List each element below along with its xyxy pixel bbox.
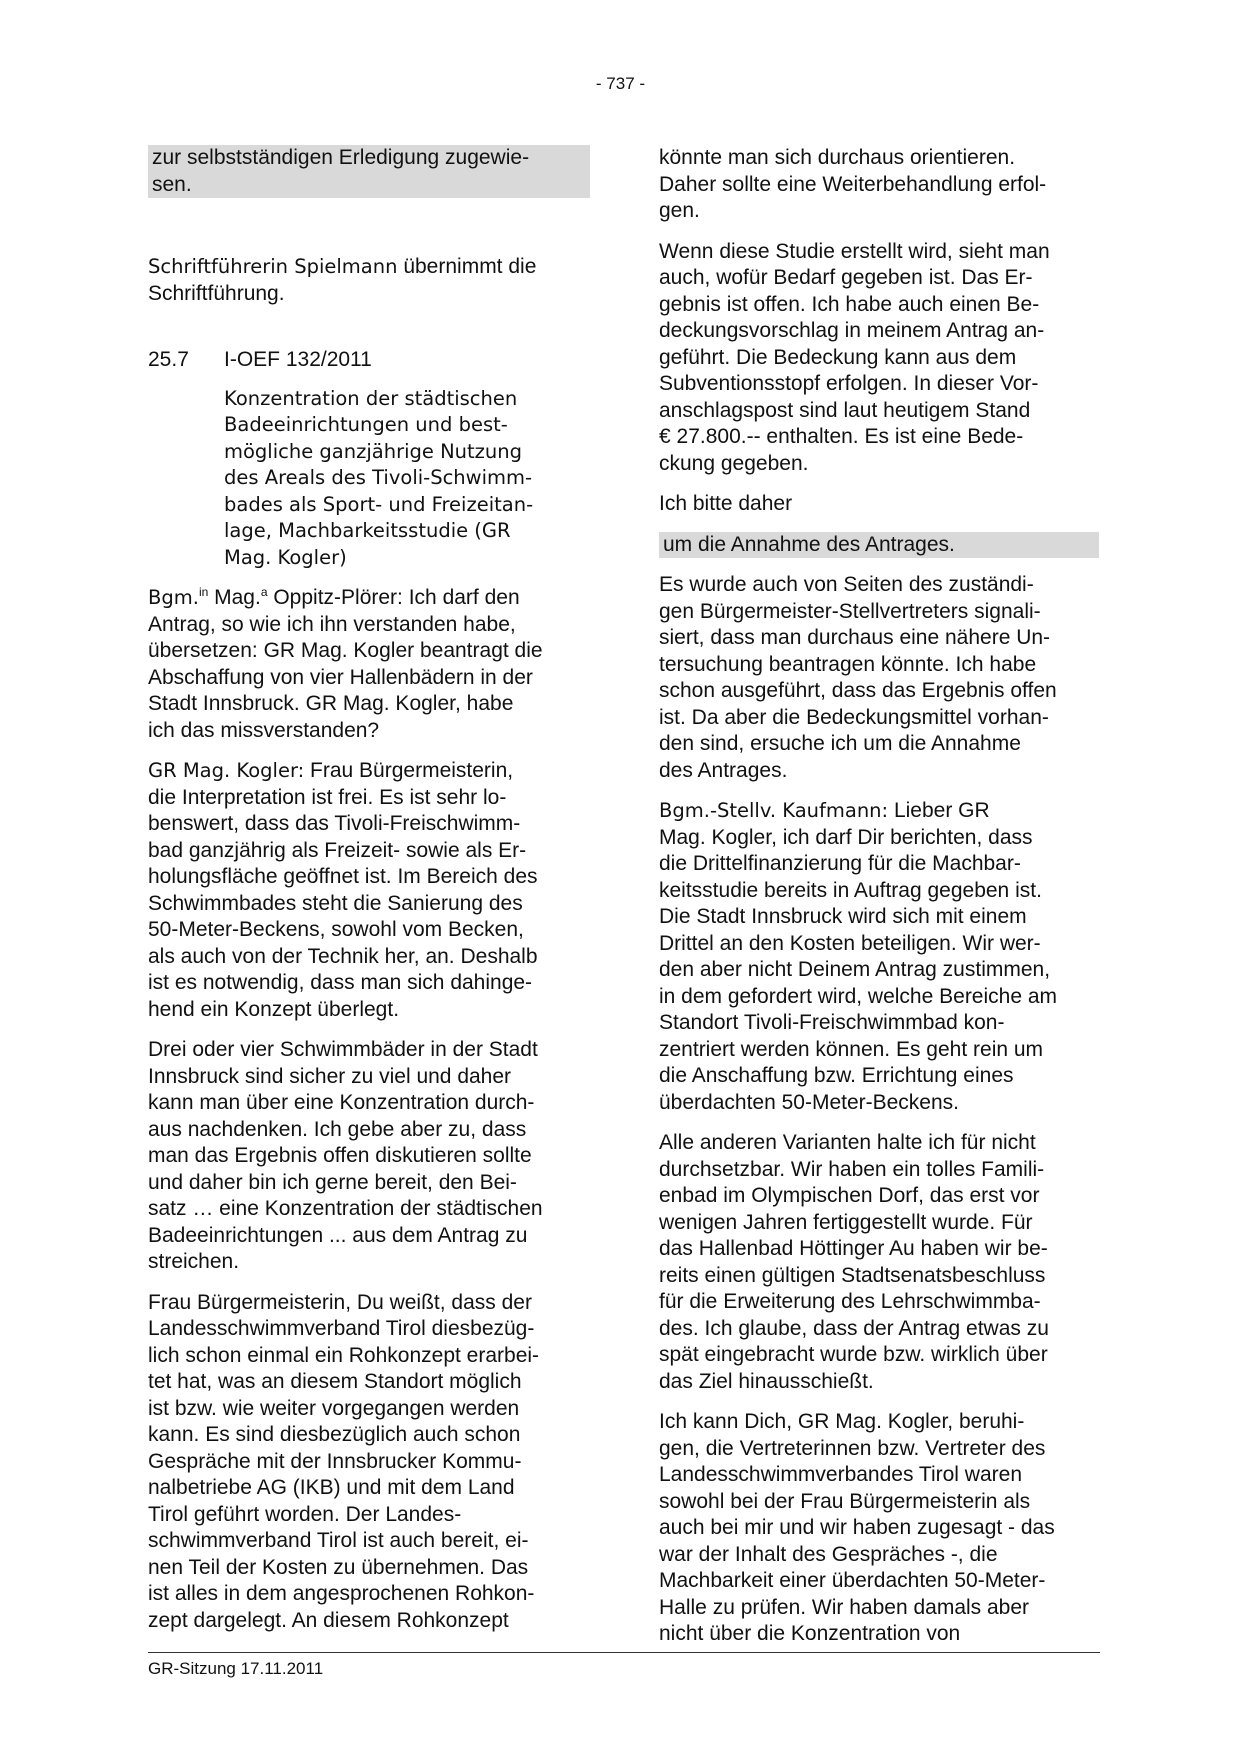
paragraph: Frau Bürgermeisterin, Du weißt, dass der Landesschwimmverband Tirol diesbezüg- lich schon einmal ein Rohkonzept erarbei- tet hat, was an diesem Standort möglich ist bzw. wie weiter vorgegangen werden kann. Es sind diesbezüglich auch schon Gespräche mit der Innsbrucker Kommu- nalbetriebe AG (IKB) und mit dem Land Tirol geführt worden. Der Landes- schwimmverband Tirol ist auch bereit, ei- nen Teil der Kosten zu übernehmen. Das ist alles in dem angesprochenen Rohkon- zept dargelegt. An diesem Rohkonzept: [148, 1290, 540, 1632]
paragraph: Ich bitte daher: [659, 492, 793, 515]
highlighted-decision: zur selbstständigen Erledigung zugewie- sen.: [148, 145, 590, 198]
speaker-name: Bgm.-Stellv. Kaufmann:: [659, 799, 889, 822]
superscript: a: [260, 585, 268, 599]
paragraph: [148, 585, 590, 744]
paragraph-text: Oppitz-Plörer: Ich darf den Antrag, so wie ich ihn verstanden habe, übersetzen: GR Mag. Kogler beantragt die Abschaffung von vier Hallenbädern in der Stadt Innsbruck. GR Mag. Kogler, habe ich das missverstanden?: [148, 586, 543, 742]
paragraph: Ich kann Dich, GR Mag. Kogler, beruhi- gen, die Vertreterinnen bzw. Vertreter des Landesschwimmverbandes Tirol waren sowohl bei der Frau Bürgermeisterin als auch bei mir und wir haben zugesagt - das war der Inhalt des Gespräches -, die Machbarkeit einer überdachten 50-Meter- Halle zu prüfen. Wir haben damals aber nicht über die Konzentration von: [659, 1410, 1055, 1645]
right-column: [659, 145, 1099, 1662]
paragraph: [148, 758, 590, 1023]
paragraph: Es wurde auch von Seiten des zuständi- gen Bürgermeister-Stellvertreters signali- siert, dass man durchaus eine nähere Un- tersuchung beantragen könnte. Ich habe schon ausgeführt, dass das Ergebnis offen ist. Da aber die Bedeckungsmittel vorhan- den sind, ersuche ich um die Annahme des Antrages.: [659, 573, 1057, 782]
speaker-name: Schriftführerin Spielmann: [148, 255, 398, 278]
paragraph: Drei oder vier Schwimmbäder in der Stadt Innsbruck sind sicher zu viel und daher kann man über eine Konzentration durch- aus nachdenken. Ich gebe aber zu, dass man das Ergebnis offen diskutieren sollte und daher bin ich gerne bereit, den Bei- satz … eine Konzentration der städtischen Badeeinrichtungen ... aus dem Antrag zu streichen.: [148, 1038, 543, 1273]
paragraph: Wenn diese Studie erstellt wird, sieht man auch, wofür Bedarf gegeben ist. Das Er- gebnis ist offen. Ich habe auch einen Be- deckungsvorschlag in meinem Antrag an- geführt. Die Bedeckung kann aus dem Subventionsstopf erfolgen. In dieser Vor- anschlagspost sind laut heutigem Stand € 27.800.-- enthalten. Es ist eine Bede- ckung gegeben.: [659, 239, 1050, 475]
page-number: - 737 -: [595, 74, 646, 93]
paragraph-text: Frau Bürgermeisterin, die Interpretation ist frei. Es ist sehr lo- benswert, dass das Tivoli-Freischwimm- bad ganzjährig als Freizeit- sowie als Er- holungsfläche geöffnet ist. Im Bereich des Schwimmbades steht die Sanierung des 50-Meter-Beckens, sowohl vom Becken, als auch von der Technik her, an. Deshalb ist es notwendig, dass man sich dahinge- hend ein Konzept überlegt.: [148, 759, 538, 1021]
agenda-title: Konzentration der städtischen Badeeinrichtungen und best- mögliche ganzjährige Nutzung des Areals des Tivoli-Schwimm- bades als Sport- und Freizeitan- lage, Machbarkeitsstudie (GR Mag. Kogler): [224, 386, 534, 569]
agenda-item-header: [148, 347, 590, 374]
paragraph-text: Lieber GR Mag. Kogler, ich darf Dir berichten, dass die Drittelfinanzierung für die Machbar- keitsstudie bereits in Auftrag gegeben ist. Die Stadt Innsbruck wird sich mit einem Drittel an den Kosten beteiligen. Wir wer- den aber nicht Deinem Antrag zustimmen, in dem gefordert wird, welche Bereiche am Standort Tivoli-Freischwimmbad kon- zentriert werden können. Es geht rein um die Anschaffung bzw. Errichtung eines überdachten 50-Meter-Beckens.: [659, 799, 1058, 1114]
superscript: in: [198, 585, 209, 599]
footer-divider: [148, 1652, 1100, 1653]
agenda-code: I-OEF 132/2011: [224, 348, 372, 371]
paragraph-text: übernimmt die Schriftführung.: [148, 255, 537, 305]
left-column: [148, 145, 590, 1648]
speaker-name: Bgm.: [148, 586, 199, 609]
paragraph: könnte man sich durchaus orientieren. Daher sollte eine Weiterbehandlung erfol- gen.: [659, 146, 1047, 222]
footer-session-date: GR-Sitzung 17.11.2011: [148, 1659, 324, 1678]
paragraph: Alle anderen Varianten halte ich für nicht durchsetzbar. Wir haben ein tolles Famili- enbad im Olympischen Dorf, das erst vor wenigen Jahren fertiggestellt wurde. Für das Hallenbad Höttinger Au haben wir be- reits einen gültigen Stadtsenatsbeschluss für die Erweiterung des Lehrschwimmba- des. Ich glaube, dass der Antrag etwas zu spät eingebracht wurde bzw. wirklich über das Ziel hinausschießt.: [659, 1131, 1049, 1393]
highlighted-request: um die Annahme des Antrages.: [659, 532, 1099, 559]
speaker-name: Mag.: [208, 586, 261, 609]
secretary-note: [148, 254, 590, 307]
speaker-name: GR Mag. Kogler:: [148, 759, 305, 782]
agenda-number: 25.7: [148, 348, 189, 371]
paragraph: [659, 798, 1099, 1116]
